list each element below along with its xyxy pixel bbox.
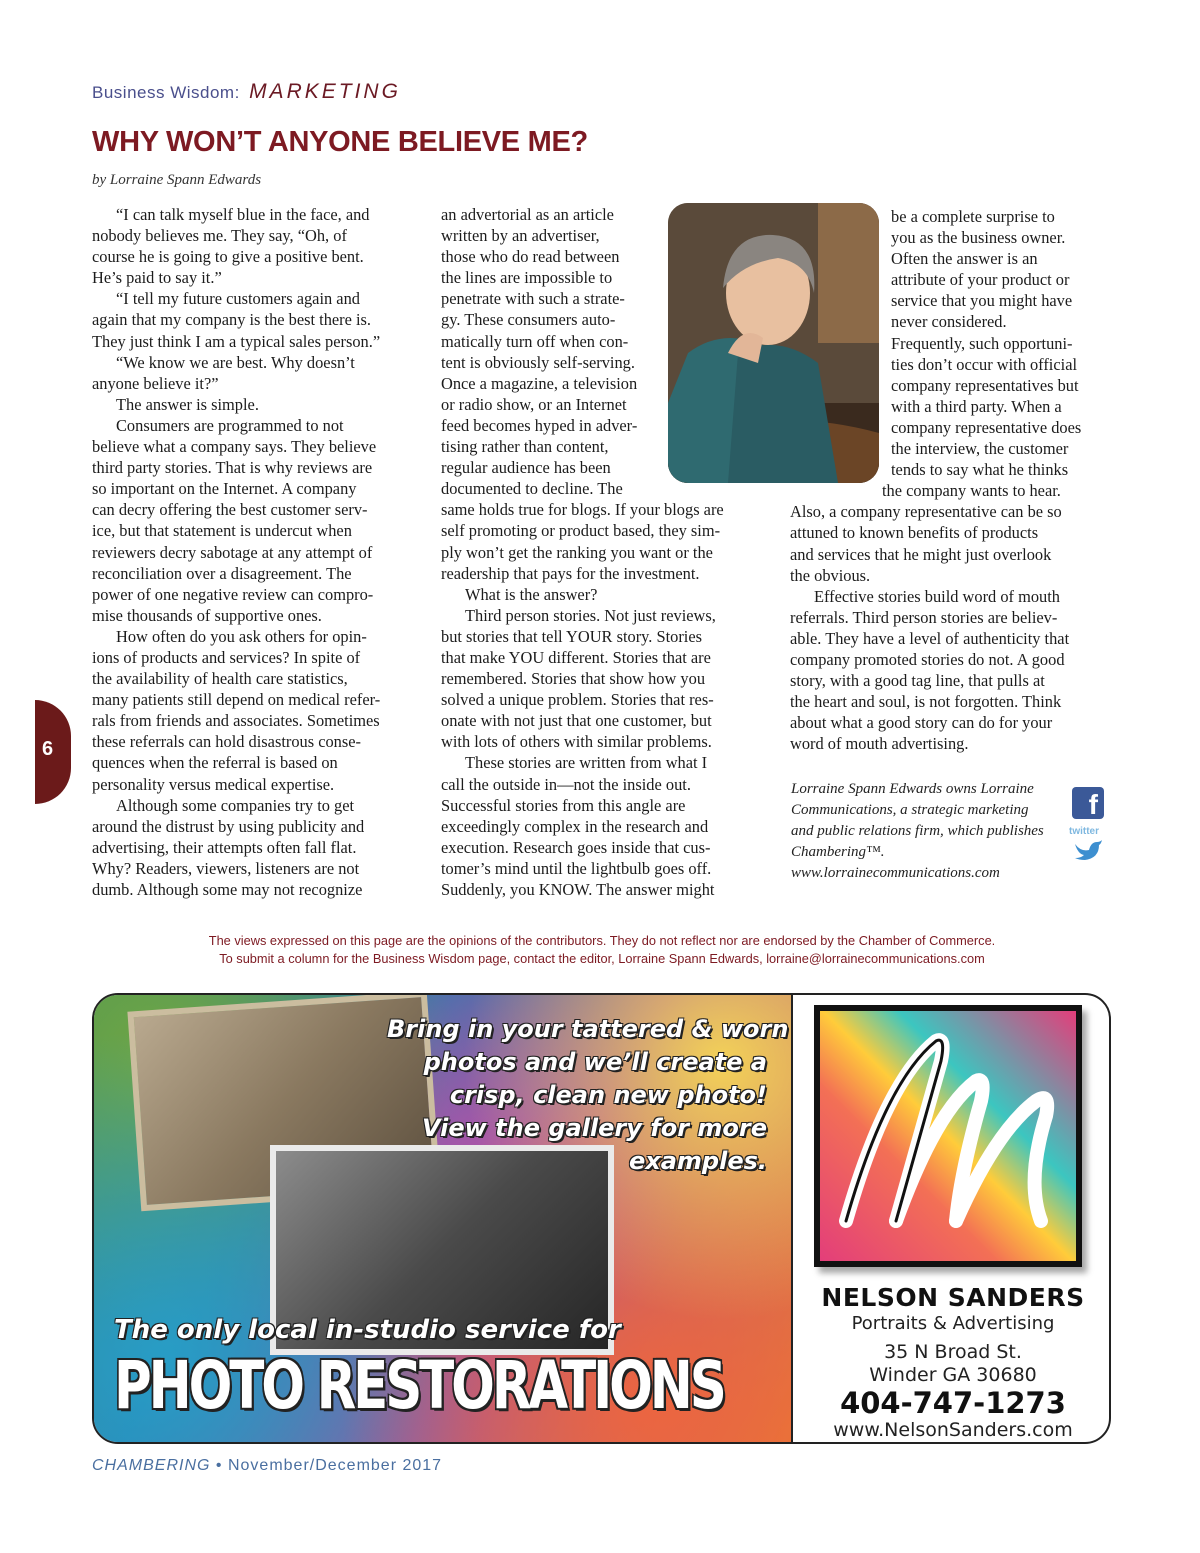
text-line: “I tell my future customers again and	[116, 289, 360, 309]
text-line: those who do read between	[441, 247, 620, 267]
text-line: tends to say what he thinks	[891, 460, 1069, 480]
text-line: rals from friends and associates. Sometimes	[92, 711, 380, 731]
twitter-bird-icon[interactable]	[1073, 838, 1103, 864]
text-line: able. They have a level of authenticity that	[790, 628, 1070, 648]
ad-headline-line: Bring in your tattered & worn	[387, 1015, 789, 1043]
ad-headline-line: photos and we’ll create a	[423, 1048, 767, 1076]
text-line: “I can talk myself blue in the face, and	[116, 205, 370, 224]
article-paragraph	[92, 626, 407, 795]
text-line: readership that pays for the investment.	[441, 563, 700, 583]
text-line: or radio show, or an Internet	[441, 394, 627, 414]
footer-issue: November/December 2017	[227, 1457, 443, 1474]
text-line: Consumers are programmed to not	[116, 415, 344, 435]
article-paragraph	[790, 501, 1110, 585]
text-line: personality versus medical expertise.	[92, 774, 335, 794]
text-line: onate with not just that one customer, but	[441, 711, 712, 731]
article-paragraph	[92, 394, 407, 415]
text-line: Effective stories build word of mouth	[814, 586, 1060, 606]
text-line: tent is obviously self-serving.	[441, 352, 635, 372]
text-line: mise thousands of supportive ones.	[92, 605, 322, 625]
text-line: nobody believes me. They say, “Oh, of	[92, 226, 347, 246]
text-line: around the distrust by using publicity and	[92, 816, 365, 836]
text-line: ions of products and services? In spite of	[92, 647, 361, 667]
text-line: and services that he might just overlook	[790, 544, 1052, 564]
text-line: They just think I am a typical sales person.”	[92, 331, 381, 351]
text-line: anyone believe it?”	[92, 373, 219, 393]
article-paragraph	[92, 415, 407, 626]
ad-divider	[791, 995, 793, 1444]
text-line: feed becomes hyped in adver-	[441, 415, 638, 435]
text-line: advertising, their attempts often fall flat.	[92, 837, 357, 857]
text-line: the availability of health care statistics,	[92, 669, 348, 689]
text-line: Although some companies try to get	[116, 795, 355, 815]
page-number: 6	[42, 738, 54, 760]
text-line: tising rather than content,	[441, 437, 609, 457]
ad-headline-line: View the gallery for more	[421, 1114, 767, 1142]
text-line: with a third party. When a	[891, 396, 1062, 416]
text-line: the heart and soul, is not forgotten. Think	[790, 692, 1062, 712]
text-line: He’s paid to say it.”	[92, 268, 222, 288]
text-line: power of one negative review can compro-	[92, 584, 374, 604]
text-line: referrals. Third person stories are believ-	[790, 607, 1058, 627]
text-line: same holds true for blogs. If your blogs are	[441, 500, 724, 520]
text-line: the lines are impossible to	[441, 268, 613, 288]
text-line: but stories that tell YOUR story. Stories	[441, 626, 703, 646]
text-line: course he is going to give a positive bent.	[92, 247, 364, 267]
article-column-3	[790, 206, 1110, 754]
text-line: gy. These consumers auto-	[441, 310, 616, 330]
text-line: these referrals can hold disastrous conse-	[92, 732, 361, 752]
footer-separator: •	[215, 1457, 223, 1474]
logo-m-mark	[826, 1021, 1070, 1251]
text-line: many patients still depend on medical refer-	[92, 690, 381, 710]
text-line: documented to decline. The	[441, 479, 623, 499]
text-line: “We know we are best. Why doesn’t	[116, 352, 355, 372]
text-line: matically turn off when con-	[441, 331, 629, 351]
nelson-sanders-advertisement[interactable]	[92, 993, 1111, 1444]
business-tagline: Portraits & Advertising	[851, 1313, 1055, 1334]
article-paragraph	[92, 795, 407, 900]
text-line: exceedingly complex in the research and	[441, 816, 709, 836]
text-line: that make YOU different. Stories that are	[441, 647, 711, 667]
text-line: dumb. Although some may not recognize	[92, 880, 363, 899]
article-paragraph	[441, 584, 751, 605]
text-line: remembered. Stories that show how you	[441, 669, 706, 689]
text-line: Third person stories. Not just reviews,	[465, 605, 716, 625]
text-line: Frequently, such opportuni-	[891, 333, 1073, 353]
article-column-1	[92, 204, 407, 900]
article-paragraph	[92, 288, 407, 351]
text-line: an advertorial as an article	[441, 205, 614, 224]
logo-background	[820, 1011, 1076, 1261]
footer-publication: CHAMBERING	[92, 1457, 211, 1474]
text-line: regular audience has been	[441, 458, 611, 478]
text-line: reconciliation over a disagreement. The	[92, 563, 352, 583]
text-line: ties don’t occur with official	[891, 354, 1078, 374]
text-line: penetrate with such a strate-	[441, 289, 625, 309]
business-address-city: Winder GA 30680	[869, 1364, 1037, 1386]
section-name: Business Wisdom:	[92, 83, 240, 102]
text-line: call the outside in—not the inside out.	[441, 774, 691, 794]
text-line: company representatives but	[891, 375, 1079, 395]
bio-line: and public relations firm, which publishes	[791, 823, 1044, 839]
text-line: so important on the Internet. A company	[92, 479, 357, 499]
article-paragraph	[790, 206, 1110, 501]
text-line: again that my company is the best there is.	[92, 310, 372, 330]
text-line: reviewers decry sabotage at any attempt of	[92, 542, 373, 562]
article-paragraph	[441, 605, 751, 753]
text-line: company promoted stories do not. A good	[790, 649, 1065, 669]
ad-headline-line: crisp, clean new photo!	[449, 1081, 767, 1109]
business-address-street: 35 N Broad St.	[884, 1341, 1022, 1363]
text-line: word of mouth advertising.	[790, 734, 969, 754]
text-line: can decry offering the best customer serv-	[92, 500, 368, 520]
text-line: Once a magazine, a television	[441, 373, 638, 393]
author-website[interactable]: www.lorrainecommunications.com	[791, 865, 1000, 881]
article-paragraph	[441, 752, 751, 900]
facebook-icon[interactable]: f	[1072, 787, 1104, 819]
article-paragraph	[790, 586, 1110, 755]
text-line: written by an advertiser,	[441, 226, 600, 246]
author-bio	[791, 779, 1081, 884]
text-line: Also, a company representative can be so	[790, 502, 1062, 522]
nelson-sanders-logo	[814, 1005, 1082, 1267]
text-line: with lots of others with similar problems.	[441, 732, 712, 752]
text-line: ice, but that statement is undercut when	[92, 521, 352, 541]
text-line: The answer is simple.	[116, 394, 259, 414]
section-topic: MARKETING	[249, 80, 401, 103]
ad-big-text: PHOTO RESTORATIONS	[114, 1347, 724, 1424]
text-line: What is the answer?	[465, 584, 598, 604]
text-line: self promoting or product based, they sim-	[441, 521, 721, 541]
text-line: never considered.	[891, 312, 1007, 332]
ad-subheading: The only local in-studio service for	[114, 1315, 621, 1345]
text-line: How often do you ask others for opin-	[116, 626, 367, 646]
text-line: Often the answer is an	[891, 249, 1038, 269]
text-line: service that you might have	[891, 291, 1073, 311]
business-website[interactable]: www.NelsonSanders.com	[833, 1419, 1073, 1441]
section-label	[92, 80, 401, 104]
disclaimer	[92, 932, 1112, 968]
text-line: Suddenly, you KNOW. The answer might	[441, 880, 715, 899]
text-line: company representative does	[891, 417, 1082, 437]
text-line: ply won’t get the ranking you want or the	[441, 542, 713, 562]
text-line: solved a unique problem. Stories that res-	[441, 690, 714, 710]
disclaimer-line-1: The views expressed on this page are the opinions of the contributors. They do not reflect nor are endorsed by the Chamber of Commerce.	[208, 933, 996, 948]
text-line: These stories are written from what I	[465, 753, 708, 773]
text-line: attribute of your product or	[891, 270, 1070, 290]
text-line: about what a good story can do for your	[790, 713, 1053, 733]
bio-line: Lorraine Spann Edwards owns Lorraine	[791, 781, 1034, 797]
text-line: third party stories. That is why reviews are	[92, 458, 373, 478]
article-paragraph	[92, 204, 407, 288]
text-line: the interview, the customer	[891, 439, 1069, 459]
text-line: believe what a company says. They believe	[92, 437, 377, 457]
text-line: the company wants to hear.	[882, 481, 1061, 501]
ad-headline	[387, 1013, 789, 1178]
text-line: story, with a good tag line, that pulls at	[790, 671, 1045, 691]
disclaimer-line-2: To submit a column for the Business Wisdom page, contact the editor, Lorraine Spann Edwards, lorraine@lorrainecommunications.com	[219, 951, 985, 966]
text-line: Why? Readers, viewers, listeners are not	[92, 858, 360, 878]
business-name: NELSON SANDERS	[821, 1283, 1085, 1312]
text-line: execution. Research goes inside that cus-	[441, 837, 711, 857]
ad-headline-line: examples.	[628, 1147, 767, 1175]
ad-artwork	[94, 995, 791, 1444]
bio-line: Chambering™.	[791, 844, 885, 860]
bio-line: Communications, a strategic marketing	[791, 802, 1029, 818]
page-footer	[92, 1457, 442, 1475]
text-line: tomer’s mind until the lightbulb goes off.	[441, 858, 712, 878]
article-byline: by Lorraine Spann Edwards	[92, 172, 262, 188]
text-line: you as the business owner.	[891, 228, 1066, 248]
article-paragraph	[92, 352, 407, 394]
business-phone[interactable]: 404-747-1273	[840, 1386, 1066, 1420]
text-line: quences when the referral is based on	[92, 753, 338, 773]
text-line: Successful stories from this angle are	[441, 795, 686, 815]
article-headline: WHY WON’T ANYONE BELIEVE ME?	[92, 126, 588, 158]
text-line: the obvious.	[790, 565, 871, 585]
text-line: attuned to known benefits of products	[790, 523, 1039, 543]
twitter-label[interactable]: twitter	[1069, 826, 1099, 837]
text-line: be a complete surprise to	[891, 207, 1055, 226]
